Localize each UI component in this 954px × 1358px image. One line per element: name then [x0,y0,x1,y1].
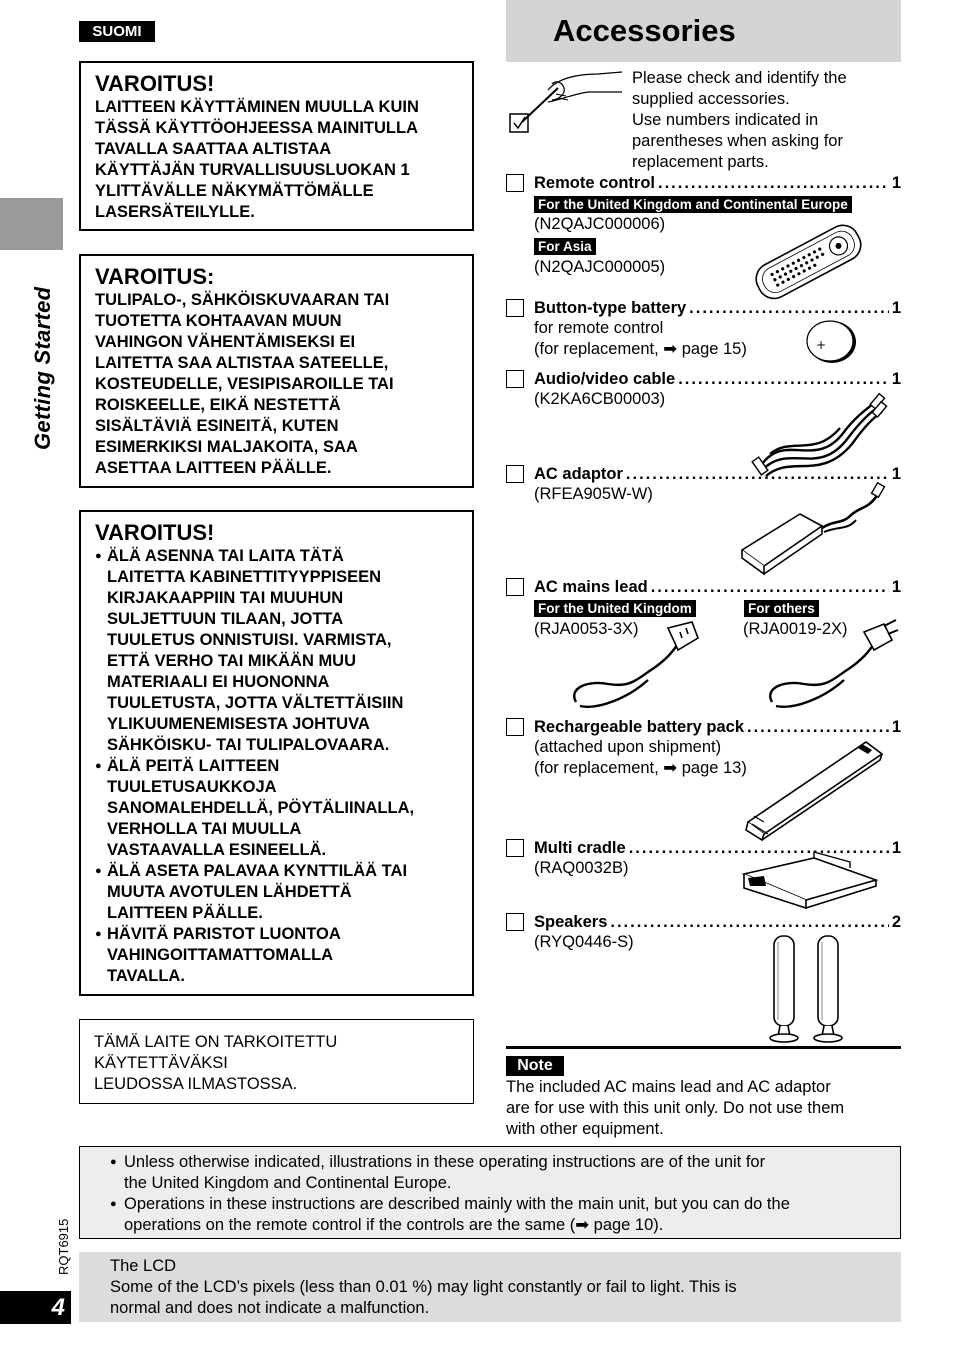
remote-control-icon [748,218,868,304]
part-number: (N2QAJC000006) [534,215,666,233]
region-badge: For the United Kingdom and Continental Europe [534,196,852,213]
item-qty: 1 [891,464,901,483]
leader-dots [610,913,888,932]
intro-text: Please check and identify the supplied accessories. Use numbers indicated in parentheses when asking for replacement parts. [632,69,847,171]
warning-list-item: ● ÄLÄ PEITÄ LAITTEEN TUULETUSAUKKOJA SANOMALEHDELLÄ, PÖYTÄLIINALLA, VERHOLLA TAI MUULLA VASTAAVALLA ESINEELLÄ. [95,756,458,861]
note-tag: Note [506,1056,564,1076]
battery-pack-icon [740,736,888,840]
warning-list [95,546,458,987]
item-detail: (attached upon shipment) (for replacement, ➡ page 13) [534,738,747,777]
lcd-note: The LCD Some of the LCD’s pixels (less than 0.01 %) may light constantly or fail to light. This is normal and does not indicate a malfunction. [79,1252,901,1322]
section-title [22,260,62,460]
item-line [534,576,901,598]
item-name: AC adaptor [534,464,623,483]
warning-box-ventilation [79,510,474,996]
checkbox[interactable] [506,370,524,388]
checkbox[interactable] [506,174,524,192]
note-text: The included AC mains lead and AC adaptor are for use with this unit only. Do not use them with other equipment. [506,1078,845,1138]
checkbox[interactable] [506,839,524,857]
item-name: AC mains lead [534,577,648,596]
item-line [534,172,901,194]
doc-code-text: RQT6915 [56,1218,71,1275]
info-item: ● Unless otherwise indicated, illustrations in these operating instructions are of the unit for the United Kingdom and Continental Europe. [110,1152,870,1194]
item-name: Remote control [534,173,656,192]
item-name: Multi cradle [534,838,626,857]
checkbox[interactable] [506,299,524,317]
item-qty: 1 [891,173,901,192]
page-number: 4 [0,1291,71,1324]
warning-title: VAROITUS! [95,71,215,96]
item-name: Speakers [534,912,608,931]
info-box [79,1146,901,1239]
item-line [534,911,901,933]
item-line [534,716,901,738]
item-qty: 1 [891,577,901,596]
info-item: ● Operations in these instructions are described mainly with the main unit, but you can do the operations on the remote control if the controls are the same (➡ page 10). [110,1194,870,1236]
page-title: Accessories [553,13,736,48]
leader-dots [747,718,889,737]
checkbox[interactable] [506,578,524,596]
multi-cradle-icon [740,852,880,908]
checkbox[interactable] [506,718,524,736]
item-line [534,368,901,390]
warning-list-item: ● ÄLÄ ASETA PALAVAA KYNTTILÄÄ TAI MUUTA AVOTULEN LÄHDETTÄ LAITTEEN PÄÄLLE. [95,861,458,924]
mains-lead-uk-icon [568,618,704,710]
item-qty: 1 [891,717,901,736]
leader-dots [678,370,889,389]
leader-dots [651,578,889,597]
item-name: Audio/video cable [534,369,676,388]
part-number: (K2KA6CB00003) [534,390,666,408]
warning-title: VAROITUS: [95,264,215,289]
checkbox[interactable] [506,913,524,931]
section-title-text: Getting Started [30,286,55,450]
item-qty: 2 [891,912,901,931]
region-badge: For Asia [534,238,596,255]
info-list [110,1152,870,1236]
item-qty: 1 [891,838,901,857]
leader-dots [689,299,889,318]
part-number: (RAQ0032B) [534,859,629,877]
climate-note: TÄMÄ LAITE ON TARKOITETTU KÄYTETTÄVÄKSI LEUDOSSA ILMASTOSSA. [79,1019,474,1104]
part-number: (RJA0053-3X) [534,620,639,638]
warning-box-fire [79,254,474,488]
part-number: (RJA0019-2X) [743,620,848,638]
note-divider [506,1046,901,1049]
region-badge: For others [744,600,819,617]
warning-text: LAITTEEN KÄYTTÄMINEN MUULLA KUIN TÄSSÄ KÄYTTÖOHJEESSA MAINITULLA TAVALLA SAATTAA ALTISTAA KÄYTTÄJÄN TURVALLISUUSLUOKAN 1 YLITTÄVÄLLE NÄKYMÄTTÖMÄLLE LASERSÄTEILYLLE. [95,98,419,221]
warning-text: TULIPALO-, SÄHKÖISKUVAARAN TAI TUOTETTA KOHTAAVAN MUUN VAHINGON VÄHENTÄMISEKSI EI LAITETTA SAA ALTISTAA SATEELLE, KOSTEUDELLE, VESIPISAROILLE TAI ROISKEELLE, EIKÄ NESTETTÄ SISÄLTÄVIÄ ESINEITÄ, KUTEN ESIMERKIKSI MALJAKOITA, SAA ASETTAA LAITTEEN PÄÄLLE. [95,291,394,477]
warning-box-laser [79,61,474,231]
item-qty: 1 [891,298,901,317]
part-number: (N2QAJC000005) [534,258,666,276]
part-number: (RYQ0446-S) [534,933,634,951]
doc-code [56,1205,74,1277]
part-number: (RFEA905W-W) [534,485,653,503]
ac-adaptor-icon [738,480,888,576]
section-marker [0,198,63,250]
item-line [534,297,901,319]
region-badge: For the United Kingdom [534,600,696,617]
leader-dots [658,174,889,193]
checkbox[interactable] [506,465,524,483]
language-tag: SUOMI [79,21,155,42]
warning-list-item: ● HÄVITÄ PARISTOT LUONTOA VAHINGOITTAMATTOMALLA TAVALLA. [95,924,458,987]
accessories-header [506,0,901,62]
mains-lead-others-icon [764,618,900,710]
item-qty: 1 [891,369,901,388]
item-name: Rechargeable battery pack [534,717,745,736]
svg-text:+: + [816,338,827,352]
item-detail: for remote control (for replacement, ➡ page 15) [534,319,747,358]
check-hand-icon [508,70,626,140]
warning-list-item: ● ÄLÄ ASENNA TAI LAITA TÄTÄ LAITETTA KABINETTITYYPPISEEN KIRJAKAAPPIIN TAI MUUHUN SULJETTUUN TILAAN, JOTTA TUULETUS ONNISTUISI. VARMISTA, ETTÄ VERHO TAI MIKÄÄN MUU MATERIAALI EI HUONONNA TUULETUSTA, JOTTA VÄLTETTÄISIIN YLIKUUMENEMISESTA JOHTUVA SÄHKÖISKU- TAI TULIPALOVAARA. [95,546,458,756]
warning-title: VAROITUS! [95,520,215,545]
item-name: Button-type battery [534,298,687,317]
speakers-icon [766,932,856,1044]
coin-battery-icon [804,318,858,364]
